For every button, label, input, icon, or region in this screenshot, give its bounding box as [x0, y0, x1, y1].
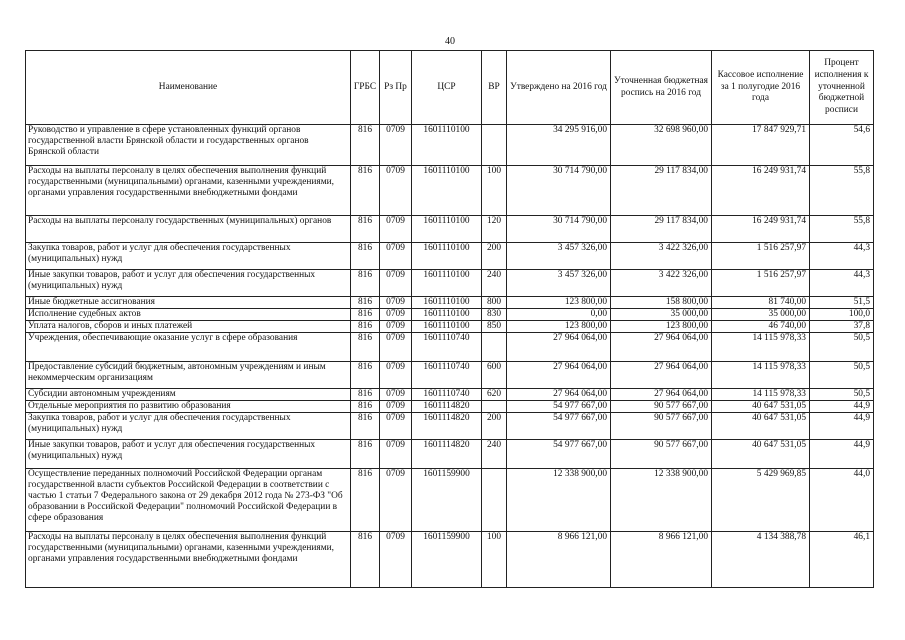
row-csr: 1601110100: [412, 297, 482, 309]
row-vr: 240: [482, 440, 507, 469]
row-name: Уплата налогов, сборов и иных платежей: [26, 321, 351, 333]
row-refined: 29 117 834,00: [611, 166, 712, 216]
table-row: [26, 321, 874, 333]
row-name: Исполнение судебных актов: [26, 309, 351, 321]
row-vr: 100: [482, 166, 507, 216]
row-rzpr: 0709: [380, 125, 412, 166]
row-approved: 54 977 667,00: [507, 401, 611, 413]
row-csr: 1601110100: [412, 321, 482, 333]
row-name: Учреждения, обеспечивающие оказание услуг в сфере образования: [26, 333, 351, 362]
row-approved: 8 966 121,00: [507, 532, 611, 588]
row-vr: [482, 469, 507, 532]
row-csr: 1601110100: [412, 125, 482, 166]
col-header-vr: ВР: [482, 51, 507, 125]
row-name: Отдельные мероприятия по развитию образования: [26, 401, 351, 413]
table-row: [26, 125, 874, 166]
row-refined: 29 117 834,00: [611, 216, 712, 243]
row-name: Расходы на выплаты персоналу государственных (муниципальных) органов: [26, 216, 351, 243]
row-percent: 55,8: [810, 216, 874, 243]
row-grbs: 816: [351, 309, 380, 321]
row-approved: 54 977 667,00: [507, 413, 611, 440]
row-csr: 1601114820: [412, 440, 482, 469]
row-cash: 5 429 969,85: [712, 469, 810, 532]
row-cash: 40 647 531,05: [712, 401, 810, 413]
row-percent: 44,0: [810, 469, 874, 532]
row-approved: 3 457 326,00: [507, 243, 611, 270]
table-row: [26, 270, 874, 297]
row-name: Иные бюджетные ассигнования: [26, 297, 351, 309]
row-grbs: 816: [351, 333, 380, 362]
row-vr: 600: [482, 362, 507, 389]
row-grbs: 816: [351, 166, 380, 216]
row-refined: 35 000,00: [611, 309, 712, 321]
col-header-cash: Кассовое исполнение за 1 полугодие 2016 года: [712, 51, 810, 125]
row-cash: 17 847 929,71: [712, 125, 810, 166]
row-approved: 123 800,00: [507, 321, 611, 333]
row-percent: 44,3: [810, 270, 874, 297]
col-header-refined: Уточненная бюджетная роспись на 2016 год: [611, 51, 712, 125]
row-vr: 620: [482, 389, 507, 401]
col-header-percent: Процент исполнения к уточненной бюджетной росписи: [810, 51, 874, 125]
row-csr: 1601110740: [412, 333, 482, 362]
row-percent: 50,5: [810, 362, 874, 389]
row-rzpr: 0709: [380, 333, 412, 362]
table-row: [26, 243, 874, 270]
row-vr: [482, 125, 507, 166]
col-header-name: Наименование: [26, 51, 351, 125]
row-percent: 54,6: [810, 125, 874, 166]
row-rzpr: 0709: [380, 362, 412, 389]
row-percent: 50,5: [810, 333, 874, 362]
table-row: [26, 440, 874, 469]
row-approved: 54 977 667,00: [507, 440, 611, 469]
row-cash: 35 000,00: [712, 309, 810, 321]
row-refined: 27 964 064,00: [611, 362, 712, 389]
table-row: [26, 333, 874, 362]
row-approved: 123 800,00: [507, 297, 611, 309]
row-percent: 44,9: [810, 401, 874, 413]
row-percent: 51,5: [810, 297, 874, 309]
row-csr: 1601110100: [412, 166, 482, 216]
row-name: Иные закупки товаров, работ и услуг для обеспечения государственных (муниципальных) нужд: [26, 270, 351, 297]
row-vr: 120: [482, 216, 507, 243]
row-refined: 90 577 667,00: [611, 401, 712, 413]
row-csr: 1601110100: [412, 243, 482, 270]
table-row: [26, 216, 874, 243]
row-rzpr: 0709: [380, 469, 412, 532]
row-cash: 14 115 978,33: [712, 362, 810, 389]
row-refined: 90 577 667,00: [611, 440, 712, 469]
row-name: Иные закупки товаров, работ и услуг для обеспечения государственных (муниципальных) нужд: [26, 440, 351, 469]
budget-table: [25, 50, 874, 588]
row-percent: 100,0: [810, 309, 874, 321]
row-grbs: 816: [351, 297, 380, 309]
row-vr: [482, 401, 507, 413]
row-vr: 200: [482, 243, 507, 270]
col-header-csr: ЦСР: [412, 51, 482, 125]
row-rzpr: 0709: [380, 243, 412, 270]
row-vr: 100: [482, 532, 507, 588]
row-name: Закупка товаров, работ и услуг для обеспечения государственных (муниципальных) нужд: [26, 243, 351, 270]
row-rzpr: 0709: [380, 270, 412, 297]
row-vr: 200: [482, 413, 507, 440]
col-header-approved: Утверждено на 2016 год: [507, 51, 611, 125]
row-approved: 27 964 064,00: [507, 389, 611, 401]
col-header-rzpr: Рз Пр: [380, 51, 412, 125]
row-rzpr: 0709: [380, 321, 412, 333]
row-csr: 1601110100: [412, 309, 482, 321]
row-name: Расходы на выплаты персоналу в целях обеспечения выполнения функций государственными (муниципальными) органами, казенными учреждениями, органами управления государственными внебюджетными фондами: [26, 166, 351, 216]
row-cash: 16 249 931,74: [712, 216, 810, 243]
row-cash: 14 115 978,33: [712, 333, 810, 362]
row-approved: 27 964 064,00: [507, 362, 611, 389]
row-refined: 3 422 326,00: [611, 270, 712, 297]
row-csr: 1601114820: [412, 401, 482, 413]
table-row: [26, 297, 874, 309]
table-row: [26, 532, 874, 588]
row-refined: 3 422 326,00: [611, 243, 712, 270]
row-grbs: 816: [351, 270, 380, 297]
table-row: [26, 401, 874, 413]
row-grbs: 816: [351, 216, 380, 243]
row-cash: 40 647 531,05: [712, 413, 810, 440]
row-cash: 14 115 978,33: [712, 389, 810, 401]
row-vr: 800: [482, 297, 507, 309]
row-rzpr: 0709: [380, 389, 412, 401]
row-name: Субсидии автономным учреждениям: [26, 389, 351, 401]
row-csr: 1601114820: [412, 413, 482, 440]
row-percent: 44,9: [810, 413, 874, 440]
row-grbs: 816: [351, 389, 380, 401]
row-grbs: 816: [351, 243, 380, 270]
row-csr: 1601110100: [412, 216, 482, 243]
row-refined: 27 964 064,00: [611, 333, 712, 362]
row-approved: 27 964 064,00: [507, 333, 611, 362]
row-cash: 4 134 388,78: [712, 532, 810, 588]
row-csr: 1601159900: [412, 532, 482, 588]
row-grbs: 816: [351, 532, 380, 588]
table-row: [26, 362, 874, 389]
row-percent: 44,3: [810, 243, 874, 270]
row-refined: 90 577 667,00: [611, 413, 712, 440]
row-grbs: 816: [351, 362, 380, 389]
row-grbs: 816: [351, 401, 380, 413]
table-row: [26, 309, 874, 321]
row-approved: 3 457 326,00: [507, 270, 611, 297]
table-header-row: [26, 51, 874, 125]
row-percent: 55,8: [810, 166, 874, 216]
table-row: [26, 166, 874, 216]
row-refined: 158 800,00: [611, 297, 712, 309]
table-row: [26, 389, 874, 401]
row-refined: 123 800,00: [611, 321, 712, 333]
row-refined: 32 698 960,00: [611, 125, 712, 166]
row-cash: 1 516 257,97: [712, 243, 810, 270]
row-grbs: 816: [351, 125, 380, 166]
row-percent: 50,5: [810, 389, 874, 401]
table-row: [26, 413, 874, 440]
row-percent: 44,9: [810, 440, 874, 469]
row-grbs: 816: [351, 440, 380, 469]
row-rzpr: 0709: [380, 440, 412, 469]
row-vr: [482, 333, 507, 362]
table-row: [26, 469, 874, 532]
row-vr: 850: [482, 321, 507, 333]
row-grbs: 816: [351, 321, 380, 333]
row-refined: 8 966 121,00: [611, 532, 712, 588]
row-name: Осуществление переданных полномочий Российской Федерации органам государственной власти субъектов Российской Федерации в соответствии с частью 1 статьи 7 Федерального закона от 29 декабря 2012 года № 273-ФЗ "Об образовании в Российской Федерации" полномочий Российской Федерации в сфере образования: [26, 469, 351, 532]
col-header-grbs: ГРБС: [351, 51, 380, 125]
row-cash: 46 740,00: [712, 321, 810, 333]
row-percent: 46,1: [810, 532, 874, 588]
row-percent: 37,8: [810, 321, 874, 333]
row-rzpr: 0709: [380, 216, 412, 243]
row-rzpr: 0709: [380, 413, 412, 440]
row-rzpr: 0709: [380, 532, 412, 588]
row-csr: 1601110100: [412, 270, 482, 297]
row-csr: 1601110740: [412, 389, 482, 401]
row-vr: 830: [482, 309, 507, 321]
row-approved: 12 338 900,00: [507, 469, 611, 532]
row-vr: 240: [482, 270, 507, 297]
row-name: Предоставление субсидий бюджетным, автономным учреждениям и иным некоммерческим организациям: [26, 362, 351, 389]
row-rzpr: 0709: [380, 297, 412, 309]
row-grbs: 816: [351, 413, 380, 440]
row-refined: 12 338 900,00: [611, 469, 712, 532]
row-rzpr: 0709: [380, 401, 412, 413]
page-number: 40: [445, 36, 455, 47]
row-refined: 27 964 064,00: [611, 389, 712, 401]
row-csr: 1601110740: [412, 362, 482, 389]
row-cash: 1 516 257,97: [712, 270, 810, 297]
row-approved: 30 714 790,00: [507, 216, 611, 243]
row-cash: 40 647 531,05: [712, 440, 810, 469]
row-approved: 0,00: [507, 309, 611, 321]
row-cash: 81 740,00: [712, 297, 810, 309]
row-csr: 1601159900: [412, 469, 482, 532]
row-name: Расходы на выплаты персоналу в целях обеспечения выполнения функций государственными (муниципальными) органами, казенными учреждениями, органами управления государственными внебюджетными фондами: [26, 532, 351, 588]
row-rzpr: 0709: [380, 166, 412, 216]
row-name: Закупка товаров, работ и услуг для обеспечения государственных (муниципальных) нужд: [26, 413, 351, 440]
row-cash: 16 249 931,74: [712, 166, 810, 216]
row-rzpr: 0709: [380, 309, 412, 321]
row-name: Руководство и управление в сфере установленных функций органов государственной власти Брянской области и государственных органов Брянской области: [26, 125, 351, 166]
row-approved: 30 714 790,00: [507, 166, 611, 216]
row-grbs: 816: [351, 469, 380, 532]
row-approved: 34 295 916,00: [507, 125, 611, 166]
